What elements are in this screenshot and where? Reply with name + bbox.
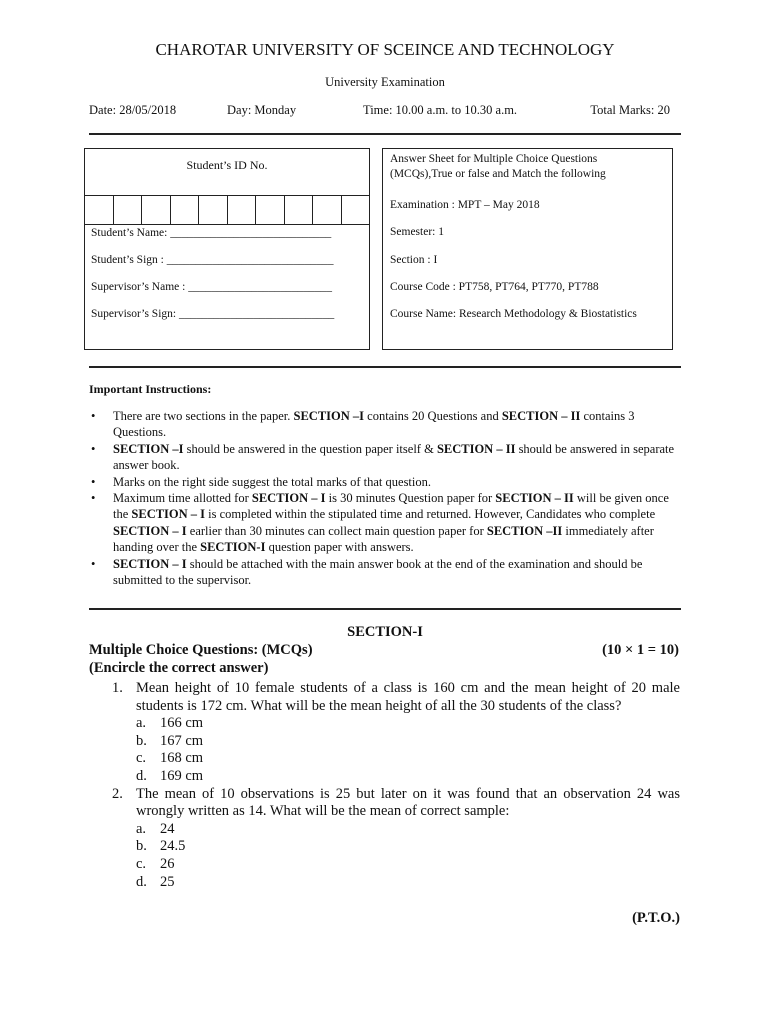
mcq-title: Multiple Choice Questions: (MCQs) — [89, 642, 313, 658]
examination-label: Examination : MPT – May 2018 — [390, 199, 540, 211]
option-a[interactable]: a. 166 cm — [136, 715, 204, 732]
exam-subtitle: University Examination — [325, 75, 445, 89]
question-text: The mean of 10 observations is 25 but later on it was found that an observation 24 was wrongly written as 14. What will be the mean of correct sample: — [136, 785, 680, 820]
instructions-divider — [89, 608, 681, 610]
student-details-box — [84, 148, 370, 350]
instruction-item: • There are two sections in the paper. SECTION –I contains 20 Questions and SECTION – II contains 3 Questions. — [89, 408, 679, 441]
option-d[interactable]: d. 25 — [136, 873, 175, 890]
question-1 — [112, 680, 680, 715]
section-marks: (10 × 1 = 10) — [602, 642, 679, 658]
box-divider — [89, 366, 681, 368]
id-cell[interactable] — [342, 196, 370, 224]
instructions-list — [89, 408, 679, 588]
instruction-item: • SECTION –I should be answered in the question paper itself & SECTION – II should be answered in separate answer book. — [89, 441, 679, 474]
header-divider — [89, 133, 681, 135]
total-marks: Total Marks: 20 — [590, 103, 670, 117]
encircle-instruction: (Encircle the correct answer) — [89, 660, 269, 676]
instructions-title: Important Instructions: — [89, 382, 212, 396]
exam-date: Date: 28/05/2018 — [89, 103, 177, 117]
option-a[interactable]: a. 24 — [136, 820, 175, 837]
id-cell[interactable] — [171, 196, 200, 224]
pto-label: (P.T.O.) — [632, 910, 680, 926]
student-id-grid — [85, 195, 369, 225]
instruction-item: • SECTION – I should be attached with the main answer book at the end of the examination and should be submitted to the supervisor. — [89, 556, 679, 589]
answer-sheet-description: Answer Sheet for Multiple Choice Questions (MCQs),True or false and Match the following — [390, 153, 606, 180]
option-b[interactable]: b. 24.5 — [136, 838, 186, 855]
id-cell[interactable] — [114, 196, 143, 224]
instruction-item: • Marks on the right side suggest the total marks of that question. — [89, 474, 679, 490]
semester-label: Semester: 1 — [390, 226, 444, 238]
section-label: Section : I — [390, 254, 438, 266]
university-title: CHAROTAR UNIVERSITY OF SCEINCE AND TECHNOLOGY — [155, 40, 615, 59]
mcq-title-row — [89, 642, 679, 659]
instruction-item: • Maximum time allotted for SECTION – I is 30 minutes Question paper for SECTION – II will be given once the SECTION – I is completed within the stipulated time and returned. However, Candidates who complete SECTION – I earlier than 30 minutes can collect main question paper for SECTION –II immediately after handing over the SECTION-I question paper with answers. — [89, 490, 679, 556]
question-2 — [112, 786, 680, 821]
id-cell[interactable] — [85, 196, 114, 224]
course-name-label: Course Name: Research Methodology & Biostatistics — [390, 308, 637, 320]
id-cell[interactable] — [199, 196, 228, 224]
student-id-label: Student’s ID No. — [186, 158, 268, 172]
option-c[interactable]: c. 168 cm — [136, 750, 204, 767]
exam-time: Time: 10.00 a.m. to 10.30 a.m. — [363, 103, 518, 117]
id-cell[interactable] — [313, 196, 342, 224]
option-d[interactable]: d. 169 cm — [136, 767, 204, 784]
id-cell[interactable] — [256, 196, 285, 224]
section-heading: SECTION-I — [347, 624, 423, 640]
student-sign-field[interactable]: Student’s Sign : _____________________________ — [91, 254, 334, 266]
supervisor-name-field[interactable]: Supervisor’s Name : _________________________ — [91, 281, 332, 293]
option-b[interactable]: b. 167 cm — [136, 732, 204, 749]
id-cell[interactable] — [142, 196, 171, 224]
question-number: 1. — [112, 680, 123, 696]
id-cell[interactable] — [285, 196, 314, 224]
supervisor-sign-field[interactable]: Supervisor’s Sign: ___________________________ — [91, 308, 335, 320]
student-name-field[interactable]: Student’s Name: ____________________________ — [91, 227, 332, 239]
id-cell[interactable] — [228, 196, 257, 224]
course-code-label: Course Code : PT758, PT764, PT770, PT788 — [390, 281, 599, 293]
question-list — [112, 680, 680, 891]
question-number: 2. — [112, 785, 123, 802]
exam-details-box — [382, 148, 673, 350]
option-c[interactable]: c. 26 — [136, 855, 175, 872]
exam-day: Day: Monday — [227, 103, 297, 117]
question-text: Mean height of 10 female students of a class is 160 cm and the mean height of 20 male students is 172 cm. What will be the mean height of all the 30 students of the class? — [136, 680, 680, 714]
